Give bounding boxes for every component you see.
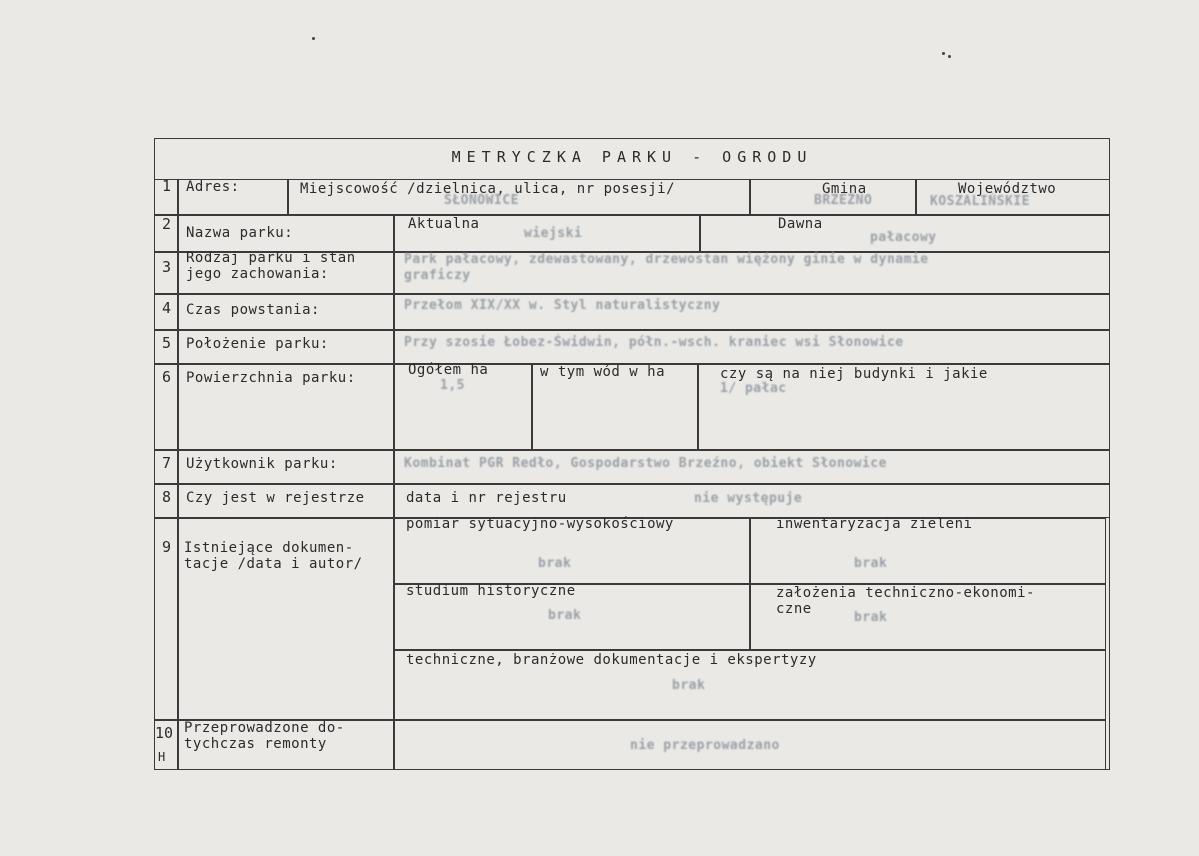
ink-speck xyxy=(948,55,951,58)
gmina-label: Gmina xyxy=(822,181,867,197)
location-value: Przy szosie Łobez-Świdwin, półn.-wsch. kraniec wsi Słonowice xyxy=(404,335,904,350)
row-number: 9 xyxy=(162,538,172,556)
documentation-label-line2: tacje /data i autor/ xyxy=(184,556,363,572)
creation-time-label: Czas powstania: xyxy=(186,302,320,318)
ink-speck xyxy=(312,37,315,40)
voivodeship-label: Województwo xyxy=(958,181,1057,197)
ink-speck xyxy=(942,52,945,55)
historical-study-value: brak xyxy=(548,608,582,623)
repairs-label-line1: Przeprowadzone do- xyxy=(184,720,345,736)
current-name-label: Aktualna xyxy=(408,216,480,232)
tech-econ-label-line2: czne xyxy=(776,601,812,617)
row-number: 8 xyxy=(162,488,172,506)
register-value: nie występuje xyxy=(694,491,803,506)
row-number: 6 xyxy=(162,368,172,386)
greenery-inventory-label: inwentaryzacja zieleni xyxy=(776,516,973,532)
row-number: 2 xyxy=(162,215,172,233)
survey-label: pomiar sytuacyjno-wysokościowy xyxy=(406,516,674,532)
row-number: 1 xyxy=(162,177,172,195)
voivodeship-value: KOSZALIŃSKIE xyxy=(930,194,1030,209)
buildings-label: czy są na niej budynki i jakie xyxy=(720,366,988,382)
current-name-value: wiejski xyxy=(524,226,583,241)
total-area-label: Ogółem ha xyxy=(408,362,489,378)
creation-time-value: Przełom XIX/XX w. Styl naturalistyczny xyxy=(404,298,721,313)
form-title: METRYCZKA PARKU - OGRODU xyxy=(451,148,813,166)
register-label: Czy jest w rejestrze xyxy=(186,490,365,506)
row-number: 5 xyxy=(162,334,172,352)
user-value: Kombinat PGR Redło, Gospodarstwo Brzeźno, obiekt Słonowice xyxy=(404,456,887,471)
tech-econ-value: brak xyxy=(854,610,888,625)
buildings-value: 1/ pałac xyxy=(720,381,787,396)
location-label: Położenie parku: xyxy=(186,336,329,352)
former-name-label: Dawna xyxy=(778,216,823,232)
repairs-value: nie przeprowadzano xyxy=(630,738,780,753)
total-area-value: 1,5 xyxy=(440,378,465,393)
former-name-value: pałacowy xyxy=(870,230,937,245)
locality-value: SŁONOWICE xyxy=(444,193,519,208)
park-type-value-line2: graficzy xyxy=(404,268,471,283)
park-record-form xyxy=(154,138,1110,770)
row-number: 7 xyxy=(162,454,172,472)
park-type-value-line1: Park pałacowy, zdewastowany, drzewostan więźony ginie w dynamie xyxy=(404,252,929,267)
documentation-label-line1: Istniejące dokumen- xyxy=(184,540,354,556)
row-number: 3 xyxy=(162,258,172,276)
locality-label: Miejscowość /dzielnica, ulica, nr posesji/ xyxy=(300,181,676,197)
address-label: Adres: xyxy=(186,179,240,195)
row-number: 4 xyxy=(162,299,172,317)
repairs-label-line2: tychczas remonty xyxy=(184,736,327,752)
user-label: Użytkownik parku: xyxy=(186,456,338,472)
technical-docs-label: techniczne, branżowe dokumentacje i ekspertyzy xyxy=(406,652,817,668)
area-label: Powierzchnia parku: xyxy=(186,370,356,386)
water-area-label: w tym wód w ha xyxy=(540,364,666,380)
survey-value: brak xyxy=(538,556,572,571)
park-type-label-line2: jego zachowania: xyxy=(186,266,329,282)
technical-docs-value: brak xyxy=(672,678,706,693)
margin-mark: H xyxy=(158,750,166,764)
historical-study-label: studium historyczne xyxy=(406,583,576,599)
gmina-value: BRZEŻNO xyxy=(814,193,873,208)
register-sub-label: data i nr rejestru xyxy=(406,490,567,506)
greenery-inventory-value: brak xyxy=(854,556,888,571)
park-name-label: Nazwa parku: xyxy=(186,225,294,241)
tech-econ-label-line1: założenia techniczno-ekonomi- xyxy=(776,585,1035,601)
row-number: 10 xyxy=(155,724,174,742)
park-type-label-line1: Rodzaj parku i stan xyxy=(186,250,356,266)
